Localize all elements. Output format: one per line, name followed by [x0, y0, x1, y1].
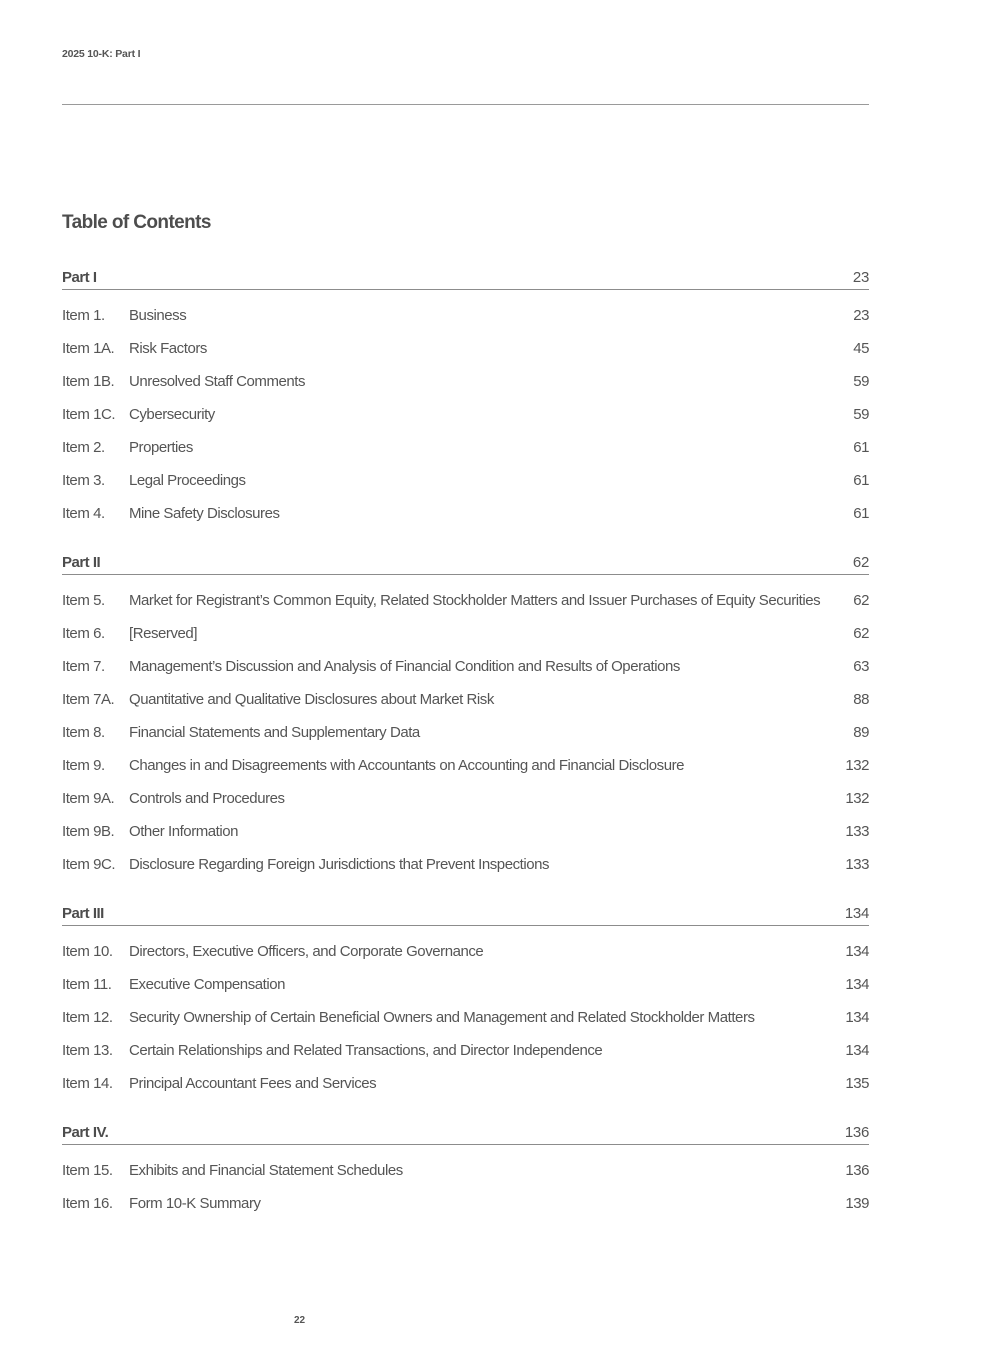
item-page-number: 139: [845, 1195, 869, 1212]
item-title: [Reserved]: [129, 625, 198, 642]
item-page-number: 45: [853, 340, 869, 357]
toc-item[interactable]: [62, 716, 869, 749]
part-label: Part II: [62, 554, 101, 571]
part-page-number: 23: [852, 269, 869, 286]
item-number: Item 13.: [62, 1042, 113, 1059]
item-number: Item 1.: [62, 307, 105, 324]
toc-item[interactable]: [62, 299, 869, 332]
toc-item-list: [62, 290, 869, 530]
toc-item[interactable]: [62, 815, 869, 848]
item-title: Mine Safety Disclosures: [129, 505, 280, 522]
item-number: Item 11.: [62, 976, 112, 993]
item-title: Controls and Procedures: [129, 790, 285, 807]
item-page-number: 88: [853, 691, 869, 708]
item-number: Item 1A.: [62, 340, 115, 357]
item-title: Form 10-K Summary: [129, 1195, 261, 1212]
toc-item[interactable]: [62, 1001, 869, 1034]
toc-item[interactable]: [62, 782, 869, 815]
table-of-contents: [62, 260, 869, 1235]
item-page-number: 23: [853, 307, 869, 324]
toc-part-section: [62, 1115, 869, 1220]
item-page-number: 136: [845, 1162, 869, 1179]
item-title: Legal Proceedings: [129, 472, 246, 489]
item-title: Principal Accountant Fees and Services: [129, 1075, 377, 1092]
item-title: Properties: [129, 439, 193, 456]
toc-item[interactable]: [62, 431, 869, 464]
item-number: Item 9.: [62, 757, 105, 774]
item-page-number: 63: [853, 658, 869, 675]
toc-item-list: [62, 1145, 869, 1220]
item-title: Disclosure Regarding Foreign Jurisdictions that Prevent Inspections: [129, 856, 550, 873]
toc-part-section: [62, 896, 869, 1100]
item-title: Business: [129, 307, 187, 324]
item-title: Exhibits and Financial Statement Schedules: [129, 1162, 403, 1179]
item-page-number: 59: [853, 373, 869, 390]
part-page-number: 134: [844, 905, 869, 922]
item-page-number: 134: [845, 976, 869, 993]
toc-item[interactable]: [62, 332, 869, 365]
item-number: Item 3.: [62, 472, 105, 489]
item-page-number: 133: [845, 823, 869, 840]
item-number: Item 2.: [62, 439, 105, 456]
toc-part-heading[interactable]: [62, 896, 869, 926]
item-page-number: 62: [853, 592, 869, 609]
item-number: Item 16.: [62, 1195, 113, 1212]
item-page-number: 61: [853, 505, 869, 522]
item-number: Item 8.: [62, 724, 105, 741]
item-page-number: 133: [845, 856, 869, 873]
item-page-number: 61: [853, 439, 869, 456]
toc-part-section: [62, 260, 869, 530]
item-title: Changes in and Disagreements with Accountants on Accounting and Financial Disclosure: [129, 757, 685, 774]
item-number: Item 10.: [62, 943, 113, 960]
item-number: Item 9A.: [62, 790, 115, 807]
toc-item[interactable]: [62, 683, 869, 716]
toc-item[interactable]: [62, 935, 869, 968]
toc-item[interactable]: [62, 1034, 869, 1067]
item-number: Item 9B.: [62, 823, 115, 840]
item-number: Item 12.: [62, 1009, 113, 1026]
toc-item-list: [62, 575, 869, 881]
item-page-number: 135: [845, 1075, 869, 1092]
item-page-number: 59: [853, 406, 869, 423]
toc-item[interactable]: [62, 650, 869, 683]
page-title: Table of Contents: [62, 212, 211, 233]
toc-item[interactable]: [62, 398, 869, 431]
toc-item[interactable]: [62, 749, 869, 782]
toc-item[interactable]: [62, 968, 869, 1001]
toc-part-heading[interactable]: [62, 545, 869, 575]
item-page-number: 134: [845, 1009, 869, 1026]
toc-item[interactable]: [62, 1154, 869, 1187]
toc-item[interactable]: [62, 617, 869, 650]
part-page-number: 62: [852, 554, 869, 571]
part-label: Part IV.: [62, 1124, 109, 1141]
item-number: Item 6.: [62, 625, 105, 642]
toc-item[interactable]: [62, 1187, 869, 1220]
toc-item[interactable]: [62, 365, 869, 398]
item-page-number: 62: [853, 625, 869, 642]
item-title: Quantitative and Qualitative Disclosures about Market Risk: [129, 691, 494, 708]
item-page-number: 134: [845, 1042, 869, 1059]
toc-item[interactable]: [62, 848, 869, 881]
toc-item[interactable]: [62, 584, 869, 617]
item-number: Item 14.: [62, 1075, 113, 1092]
toc-part-section: [62, 545, 869, 881]
item-page-number: 132: [845, 757, 869, 774]
item-number: Item 9C.: [62, 856, 116, 873]
item-title: Cybersecurity: [129, 406, 215, 423]
item-number: Item 1B.: [62, 373, 115, 390]
part-label: Part I: [62, 269, 97, 286]
item-title: Security Ownership of Certain Beneficial Owners and Management and Related Stockholder Matters: [129, 1009, 755, 1026]
item-page-number: 134: [845, 943, 869, 960]
item-number: Item 15.: [62, 1162, 113, 1179]
toc-item-list: [62, 926, 869, 1100]
running-header: 2025 10-K: Part I: [62, 48, 141, 60]
item-title: Executive Compensation: [129, 976, 286, 993]
item-page-number: 61: [853, 472, 869, 489]
item-number: Item 7.: [62, 658, 105, 675]
toc-item[interactable]: [62, 464, 869, 497]
item-title: Management’s Discussion and Analysis of Financial Condition and Results of Operations: [129, 658, 680, 675]
toc-part-heading[interactable]: [62, 1115, 869, 1145]
page-number: 22: [294, 1315, 306, 1326]
part-page-number: 136: [844, 1124, 869, 1141]
item-number: Item 1C.: [62, 406, 116, 423]
item-title: Directors, Executive Officers, and Corporate Governance: [129, 943, 484, 960]
header-divider: [62, 104, 869, 105]
item-title: Certain Relationships and Related Transactions, and Director Independence: [129, 1042, 603, 1059]
item-number: Item 5.: [62, 592, 105, 609]
item-number: Item 4.: [62, 505, 105, 522]
item-page-number: 89: [853, 724, 869, 741]
item-number: Item 7A.: [62, 691, 115, 708]
item-title: Market for Registrant’s Common Equity, Related Stockholder Matters and Issuer Purchases of Equity Securities: [129, 592, 821, 609]
toc-part-heading[interactable]: [62, 260, 869, 290]
toc-item[interactable]: [62, 1067, 869, 1100]
part-label: Part III: [62, 905, 104, 922]
item-title: Financial Statements and Supplementary Data: [129, 724, 420, 741]
toc-item[interactable]: [62, 497, 869, 530]
item-title: Other Information: [129, 823, 239, 840]
item-page-number: 132: [845, 790, 869, 807]
item-title: Risk Factors: [129, 340, 207, 357]
item-title: Unresolved Staff Comments: [129, 373, 306, 390]
